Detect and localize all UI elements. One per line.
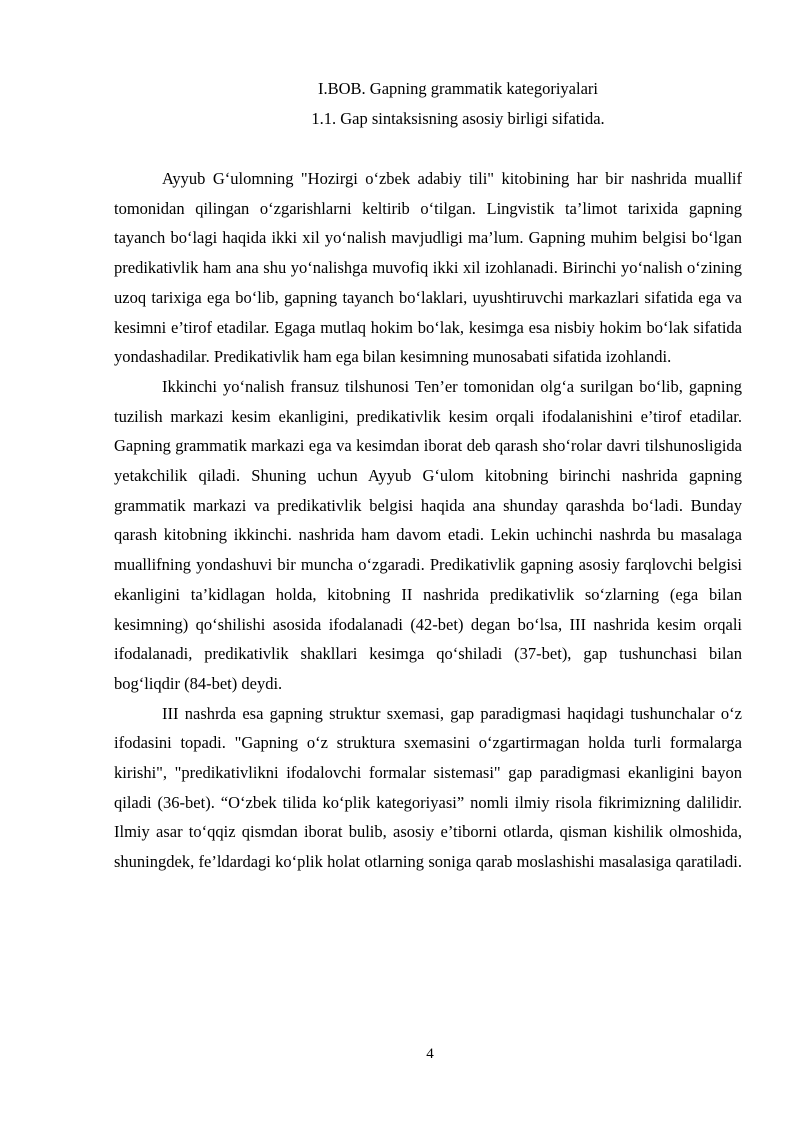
document-page (114, 74, 742, 877)
chapter-heading: I.BOB. Gapning grammatik kategoriyalari (318, 79, 598, 98)
paragraph-1: Ayyub G‘ulomning "Hozirgi o‘zbek adabiy tili" kitobining har bir nashrida muallif tomonidan qilingan o‘zgarishlarni keltirib o‘tilgan. Lingvistik ta’limot tarixida gapning tayanch bo‘lagi haqida ikki xil yo‘nalish mavjudligi ma’lum. Gapning muhim belgisi bo‘lgan predikativlik ham ana shu yo‘nalishga muvofiq ikki xil izohlanadi. Birinchi yo‘nalish o‘zining uzoq tarixiga ega bo‘lib, gapning tayanch bo‘laklari, uyushtiruvchi markazlari sifatida ega va kesimni e’tirof etadilar. Egaga mutlaq hokim bo‘lak, kesimga esa nisbiy hokim bo‘lak sifatida yondashadilar. Predikativlik ham ega bilan kesimning munosabati sifatida izohlandi. (114, 169, 742, 367)
paragraph-2: Ikkinchi yo‘nalish fransuz tilshunosi Ten’er tomonidan olg‘a surilgan bo‘lib, gapning tuzilish markazi kesim ekanligini, predikativlik kesim orqali ifodalanishini e’tirof etadilar. Gapning grammatik markazi ega va kesimdan iborat deb qarash sho‘rolar davri tilshunosligida yetakchilik qiladi. Shuning uchun Ayyub G‘ulom kitobning birinchi nashrida gapning grammatik markazi va predikativlik belgisi haqida ana shunday qarashda bo‘ladi. Bunday qarash kitobning ikkinchi. nashrida ham davom etadi. Lekin uchinchi nashrda bu masalaga muallifning yondashuvi bir muncha o‘zgaradi. Predikativlik gapning asosiy farqlovchi belgisi ekanligini ta’kidlagan holda, kitobning II nashrida predikativlik so‘zlarning (ega bilan kesimning) qo‘shilishi asosida ifodalanadi (42-bet) degan bo‘lsa, III nashrida kesim orqali ifodalanadi, predikativlik shakllari kesimga qo‘shiladi (37-bet), gap tushunchasi bilan bog‘liqdir (84-bet) deydi. (114, 376, 742, 693)
section-heading: 1.1. Gap sintaksisning asosiy birligi sifatida. (311, 109, 605, 128)
paragraph-3: III nashrda esa gapning struktur sxemasi, gap paradigmasi haqidagi tushunchalar o‘z ifodasini topadi. "Gapning o‘z struktura sxemasini o‘zgartirmagan holda turli formalarga kirishi", "predikativlikni ifodalovchi formalar sistemasi" gap paradigmasi ekanligini bayon qiladi (36-bet). “O‘zbek tilida ko‘plik kategoriyasi” nomli ilmiy risola fikrimizning dalilidir. Ilmiy asar to‘qqiz qismdan iborat bulib, asosiy e’tiborni otlarda, qisman kishilik olmoshida, shuningdek, fe’ldardagi ko‘plik holat otlarning soniga qarab moslashishi masalasiga qaratiladi. (114, 703, 742, 872)
page-number: 4 (426, 1046, 434, 1062)
